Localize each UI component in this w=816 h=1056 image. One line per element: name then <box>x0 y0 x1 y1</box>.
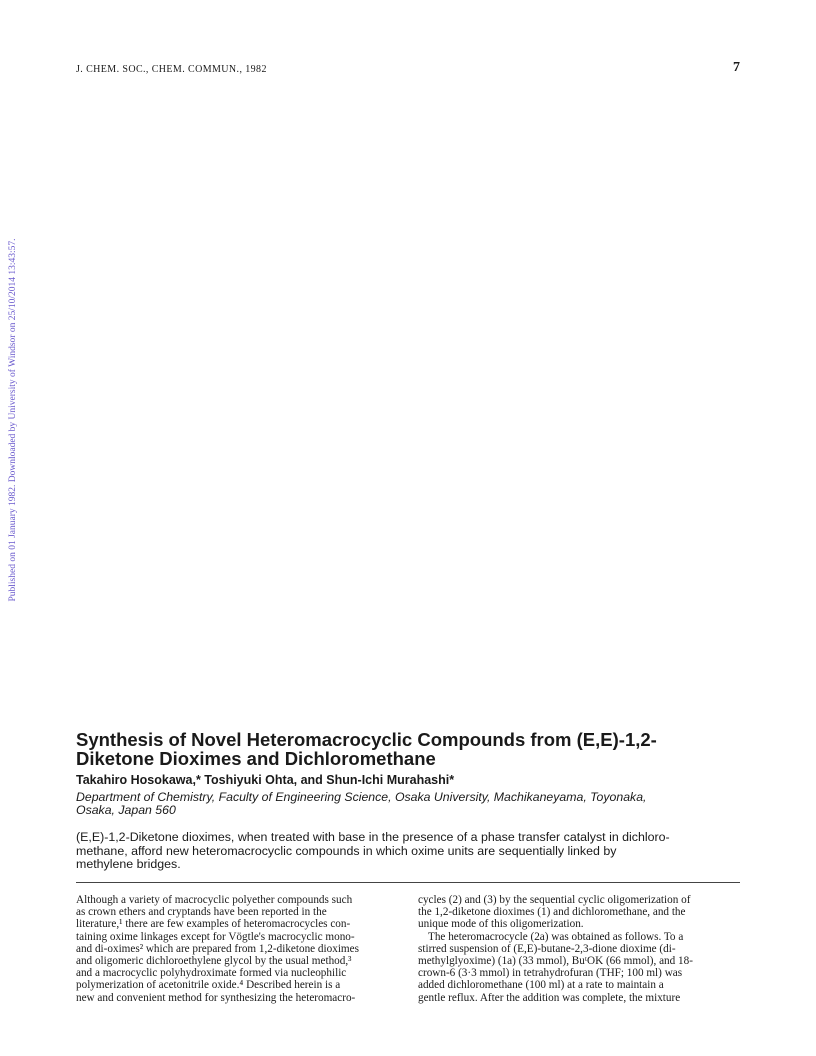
abstract-line: (E,E)-1,2-Diketone dioximes, when treated with base in the presence of a phase transfer catalyst in dichloro- <box>76 830 670 844</box>
body-column-right <box>418 894 742 1004</box>
body-line: the 1,2-diketone dioximes (1) and dichloromethane, and the <box>418 906 686 919</box>
body-line: as crown ethers and cryptands have been reported in the <box>76 906 327 919</box>
body-line: cycles (2) and (3) by the sequential cyclic oligomerization of <box>418 894 691 906</box>
title-line: Synthesis of Novel Heteromacrocyclic Compounds from (E,E)-1,2- <box>76 729 657 750</box>
body-column-left <box>76 894 400 1004</box>
section-divider <box>76 882 740 883</box>
author-list: Takahiro Hosokawa,* Toshiyuki Ohta, and Shun-Ichi Murahashi* <box>76 773 455 787</box>
body-line: and oligomeric dichloroethylene glycol by the usual method,³ <box>76 955 352 968</box>
body-line: methylglyoxime) (1a) (33 mmol), BuᵗOK (66 mmol), and 18- <box>418 955 693 968</box>
abstract-line: methylene bridges. <box>76 857 181 871</box>
body-line: Although a variety of macrocyclic polyether compounds such <box>76 894 353 906</box>
body-line: polymerization of acetonitrile oxide.⁴ Described herein is a <box>76 979 341 992</box>
abstract-line: methane, afford new heteromacrocyclic compounds in which oxime units are sequentially linked by <box>76 843 617 858</box>
affiliation <box>76 791 736 817</box>
body-line: unique mode of this oligomerization. <box>418 918 584 931</box>
body-line: crown-6 (3·3 mmol) in tetrahydrofuran (THF; 100 ml) was <box>418 967 683 980</box>
affiliation-line: Department of Chemistry, Faculty of Engineering Science, Osaka University, Machikaneyama, Toyonaka, <box>76 790 647 804</box>
affiliation-line: Osaka, Japan 560 <box>76 803 176 817</box>
body-line: The heteromacrocycle (2a) was obtained as follows. To a <box>428 930 684 943</box>
body-line: stirred suspension of (E,E)-butane-2,3-dione dioxime (di- <box>418 942 676 955</box>
body-line: gentle reflux. After the addition was complete, the mixture <box>418 991 681 1004</box>
page-number: 7 <box>733 60 740 75</box>
download-watermark: Published on 01 January 1982. Downloaded by University of Windsor on 25/10/2014 13:43:57. <box>8 238 18 602</box>
body-line: literature,¹ there are few examples of heteromacrocycles con- <box>76 918 351 931</box>
body-line: and di-oximes² which are prepared from 1,2-diketone dioximes <box>76 942 359 955</box>
body-line: and a macrocyclic polyhydroximate formed via nucleophilic <box>76 967 347 980</box>
running-head: J. CHEM. SOC., CHEM. COMMUN., 1982 <box>76 64 267 75</box>
abstract <box>76 831 740 872</box>
body-line: new and convenient method for synthesizing the heteromacro- <box>76 991 356 1004</box>
body-line: taining oxime linkages except for Vögtle's macrocyclic mono- <box>76 930 355 943</box>
title-line: Diketone Dioximes and Dichloromethane <box>76 748 436 769</box>
article-title <box>76 730 716 768</box>
body-line: added dichloromethane (100 ml) at a rate to maintain a <box>418 979 664 992</box>
